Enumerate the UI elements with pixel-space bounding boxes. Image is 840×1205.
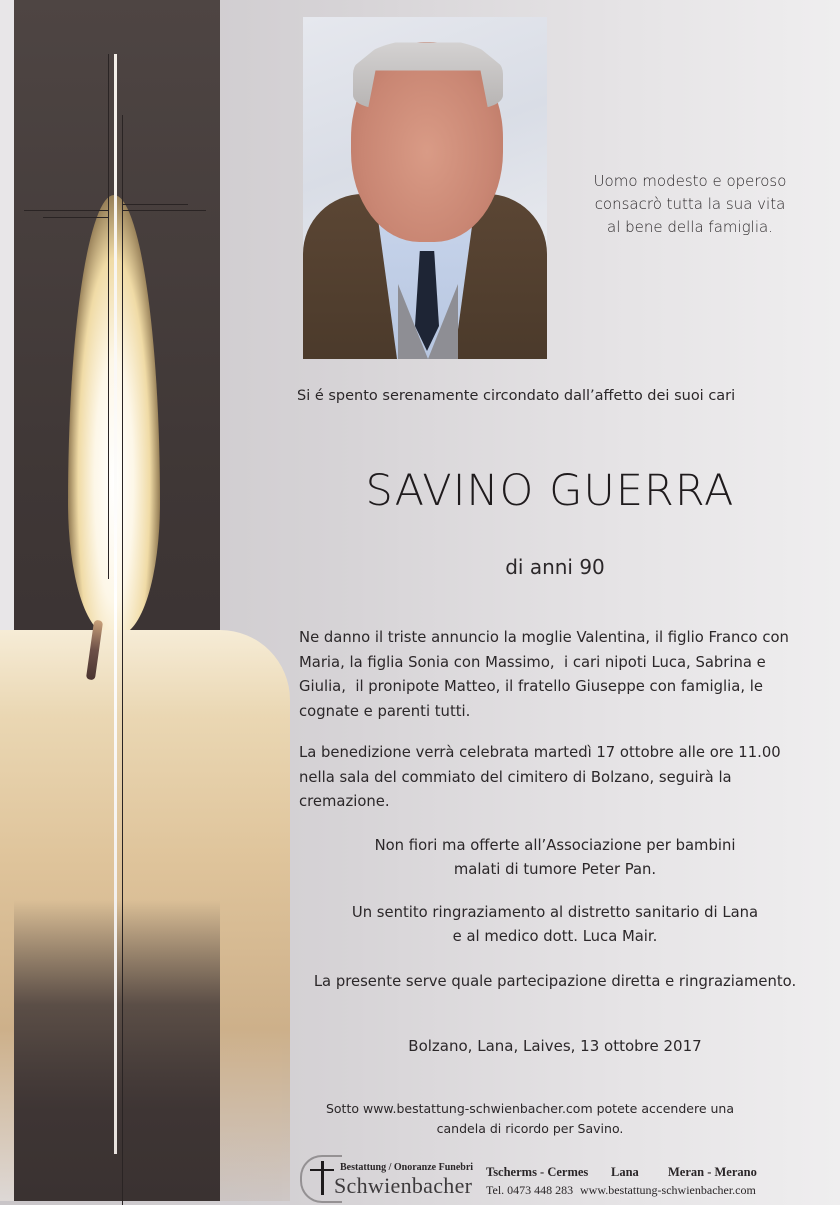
location-lana: Lana [611,1165,639,1179]
thanks-line: e al medico dott. Luca Mair. [452,928,658,945]
deceased-name: SAVINO GUERRA [365,466,735,516]
funeral-home-footer [300,1155,780,1201]
online-candle-line: candela di ricordo per Savino. [436,1121,624,1136]
announcement-line: cognate e parenti tutti. [299,702,471,720]
announcement-line: Ne danno il triste annuncio la moglie Valentina, il figlio Franco con [299,629,789,646]
ceremony-line: nella sala del commiato del cimitero di Bolzano, seguirà la [299,768,732,786]
motto-line: al bene della famiglia. [607,218,773,236]
thanks-line: Un sentito ringraziamento al distretto sanitario di Lana [351,904,759,921]
cross-line [24,210,108,211]
cross-line [43,217,108,218]
motto-line: consacrò tutta la sua vita [594,195,786,213]
cross-line [122,115,123,1205]
panel-shadow [14,900,220,1201]
deceased-age: di anni 90 [505,555,605,579]
announcement-line: Maria, la figlia Sonia con Massimo, i cari nipoti Luca, Sabrina e [299,653,766,671]
location-meran: Meran - Merano [668,1165,757,1179]
logo-name: Schwienbacher [334,1173,473,1198]
online-candle-note [300,1099,760,1139]
location-tscherms: Tscherms - Cermes [486,1165,589,1179]
place-and-date: Bolzano, Lana, Laives, 13 ottobre 2017 [408,1037,702,1055]
logo-subtitle: Bestattung / Onoranze Funebri [340,1162,474,1173]
logo-cross-icon [310,1169,334,1171]
online-candle-line: Sotto www.bestattung-schwienbacher.com potete accendere una [325,1101,735,1116]
website-link[interactable]: www.bestattung-schwienbacher.com [580,1183,756,1197]
donations-line: malati di tumore Peter Pan. [453,861,657,878]
motto-line: Uomo modesto e operoso [593,172,787,190]
closing-note: La presente serve quale partecipazione diretta e ringraziamento. [313,973,797,990]
ceremony-paragraph [299,741,799,815]
ceremony-line: La benedizione verrà celebrata martedì 17 ottobre alle ore 11.00 [299,744,781,761]
cross-line [122,204,188,205]
ceremony-line: cremazione. [299,793,390,810]
cross-icon [114,54,117,1154]
donations-line: Non fiori ma offerte all’Associazione per bambini [374,837,736,854]
portrait-photo [303,17,547,359]
intro-text: Si é spento serenamente circondato dall’affetto dei suoi cari [297,388,736,404]
motto [560,170,820,239]
thanks-note [300,901,810,949]
logo-cross-icon [321,1161,324,1195]
phone-number: Tel. 0473 448 283 [486,1183,574,1197]
announcement-paragraph [299,626,799,724]
announcement-line: Giulia, il pronipote Matteo, il fratello Giuseppe con famiglia, le [299,678,763,695]
cross-line [108,54,109,579]
donations-note [300,834,810,882]
cross-line [122,210,206,211]
